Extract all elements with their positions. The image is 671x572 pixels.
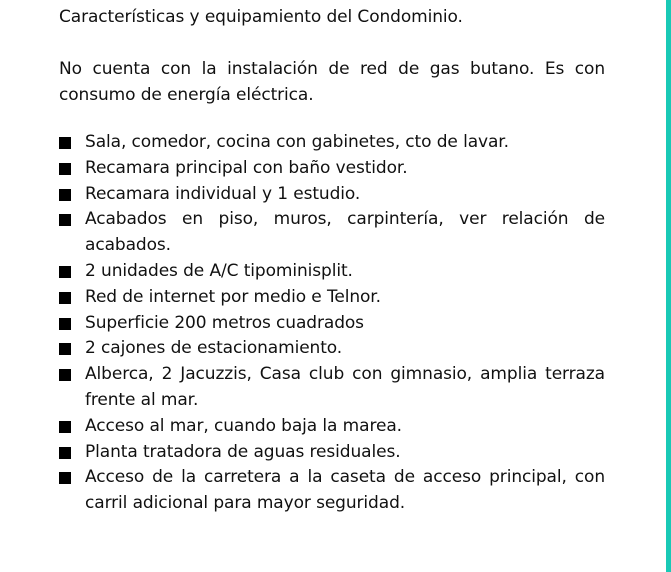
list-item-text: 2 unidades de A/C tipominisplit. (85, 260, 353, 281)
square-bullet-icon (59, 189, 71, 201)
square-bullet-icon (59, 292, 71, 304)
list-item-text: Superficie 200 metros cuadrados (85, 312, 364, 333)
square-bullet-icon (59, 137, 71, 149)
accent-edge-bar (666, 0, 671, 572)
list-item (59, 440, 605, 466)
square-bullet-icon (59, 214, 71, 226)
list-item (59, 259, 605, 285)
list-item-text: Acabados en piso, muros, carpintería, ver relación de acabados. (85, 209, 605, 256)
list-item (59, 311, 605, 337)
document-page (59, 6, 605, 517)
document-heading: Características y equipamiento del Condominio. (59, 7, 463, 27)
square-bullet-icon (59, 266, 71, 278)
list-item (59, 414, 605, 440)
list-item-text: Acceso de la carretera a la caseta de acceso principal, con carril adicional para mayor seguridad. (85, 467, 605, 514)
square-bullet-icon (59, 472, 71, 484)
list-item (59, 207, 605, 259)
list-item-text: Acceso al mar, cuando baja la marea. (85, 415, 402, 436)
list-item-text: Planta tratadora de aguas residuales. (85, 441, 401, 462)
list-item-text: Alberca, 2 Jacuzzis, Casa club con gimnasio, amplia terraza frente al mar. (85, 364, 605, 410)
list-item (59, 130, 605, 156)
list-item (59, 465, 605, 517)
square-bullet-icon (59, 343, 71, 355)
square-bullet-icon (59, 421, 71, 433)
square-bullet-icon (59, 163, 71, 175)
list-item-text: Sala, comedor, cocina con gabinetes, cto de lavar. (85, 132, 509, 152)
list-item (59, 285, 605, 311)
square-bullet-icon (59, 447, 71, 459)
features-list (59, 130, 605, 517)
square-bullet-icon (59, 318, 71, 330)
list-item-text: Recamara principal con baño vestidor. (85, 157, 408, 178)
list-item (59, 362, 605, 414)
list-item-text: Recamara individual y 1 estudio. (85, 183, 361, 204)
square-bullet-icon (59, 369, 71, 381)
list-item-text: 2 cajones de estacionamiento. (85, 338, 343, 359)
list-item (59, 156, 605, 182)
intro-paragraph: No cuenta con la instalación de red de gas butano. Es con consumo de energía eléctrica. (59, 59, 605, 105)
list-item-text: Red de internet por medio e Telnor. (85, 286, 381, 307)
list-item (59, 336, 605, 362)
list-item (59, 182, 605, 208)
